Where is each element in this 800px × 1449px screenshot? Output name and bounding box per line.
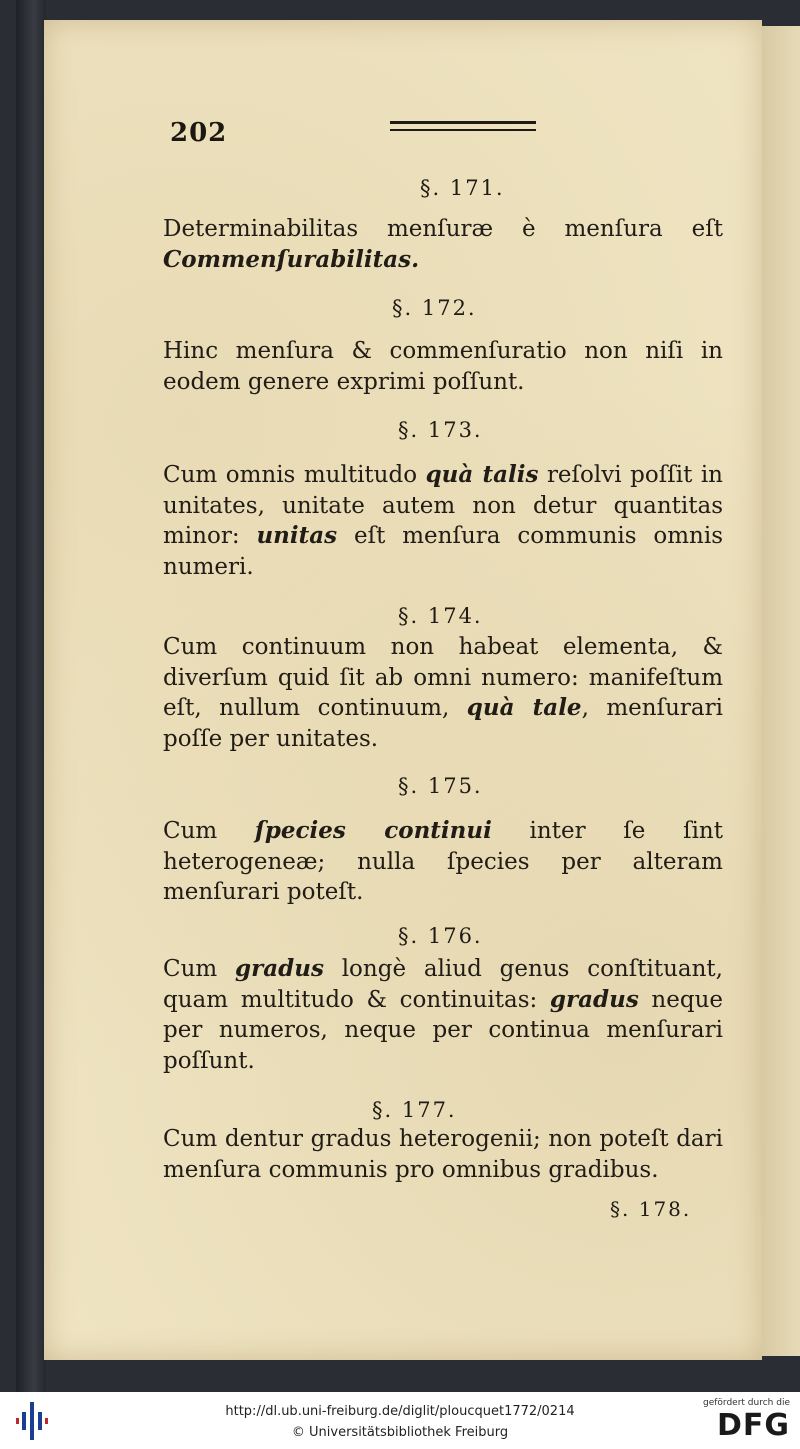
copyright-notice: © Universitätsbibliothek Freiburg bbox=[291, 1425, 509, 1440]
section-heading-177: §. 177. bbox=[372, 1098, 457, 1122]
paragraph-174: Cum continuum non habeat elementa, & diverſum quid ſit ab omni numero: manifeſtum eſt, nullum continuum, quà tale, menſurari poſſe per unitates. bbox=[163, 634, 723, 752]
book-binding-edge bbox=[16, 0, 46, 1392]
catchword: §. 178. bbox=[610, 1197, 692, 1221]
viewer-footer bbox=[0, 1392, 800, 1449]
page-number: 202 bbox=[170, 118, 228, 148]
paragraph-173: Cum omnis multitudo quà talis reſolvi poſſit in unitates, unitate autem non detur quantitas minor: unitas eſt menſura communis omnis numeri. bbox=[163, 461, 724, 580]
section-heading-175: §. 175. bbox=[398, 774, 483, 798]
header-rule-top bbox=[390, 121, 536, 124]
paragraph-177: Cum dentur gradus heterogenii; non poteſt dari menſura communis pro omnibus gradibus. bbox=[163, 1126, 723, 1183]
dfg-logo: DFG bbox=[716, 1408, 790, 1443]
section-heading-173: §. 173. bbox=[398, 418, 483, 442]
paragraph-176: Cum gradus longè aliud genus conſtituant, quam multitudo & continuitas: gradus neque per numeros, neque per continua menſurari poſſunt. bbox=[163, 955, 723, 1074]
paragraph-171: Determinabilitas menſuræ è menſura eſt Commenſurabilitas. bbox=[163, 216, 723, 273]
header-rule-bottom bbox=[390, 129, 536, 131]
section-heading-176: §. 176. bbox=[398, 924, 483, 948]
source-url-link[interactable]: http://dl.ub.uni-freiburg.de/diglit/ploucquet1772/0214 bbox=[225, 1404, 575, 1419]
section-heading-171: §. 171. bbox=[420, 176, 505, 200]
section-heading-174: §. 174. bbox=[398, 604, 483, 628]
paragraph-175: Cum ſpecies continui inter ſe ſint heterogeneæ; nulla ſpecies per alteram menſurari poteſt. bbox=[163, 817, 723, 905]
funding-note: gefördert durch die bbox=[703, 1398, 790, 1408]
section-heading-172: §. 172. bbox=[392, 296, 477, 320]
paragraph-172: Hinc menſura & commenſuratio non niſi in eodem genere exprimi poſſunt. bbox=[163, 338, 723, 395]
adjacent-page-edge bbox=[762, 26, 800, 1356]
